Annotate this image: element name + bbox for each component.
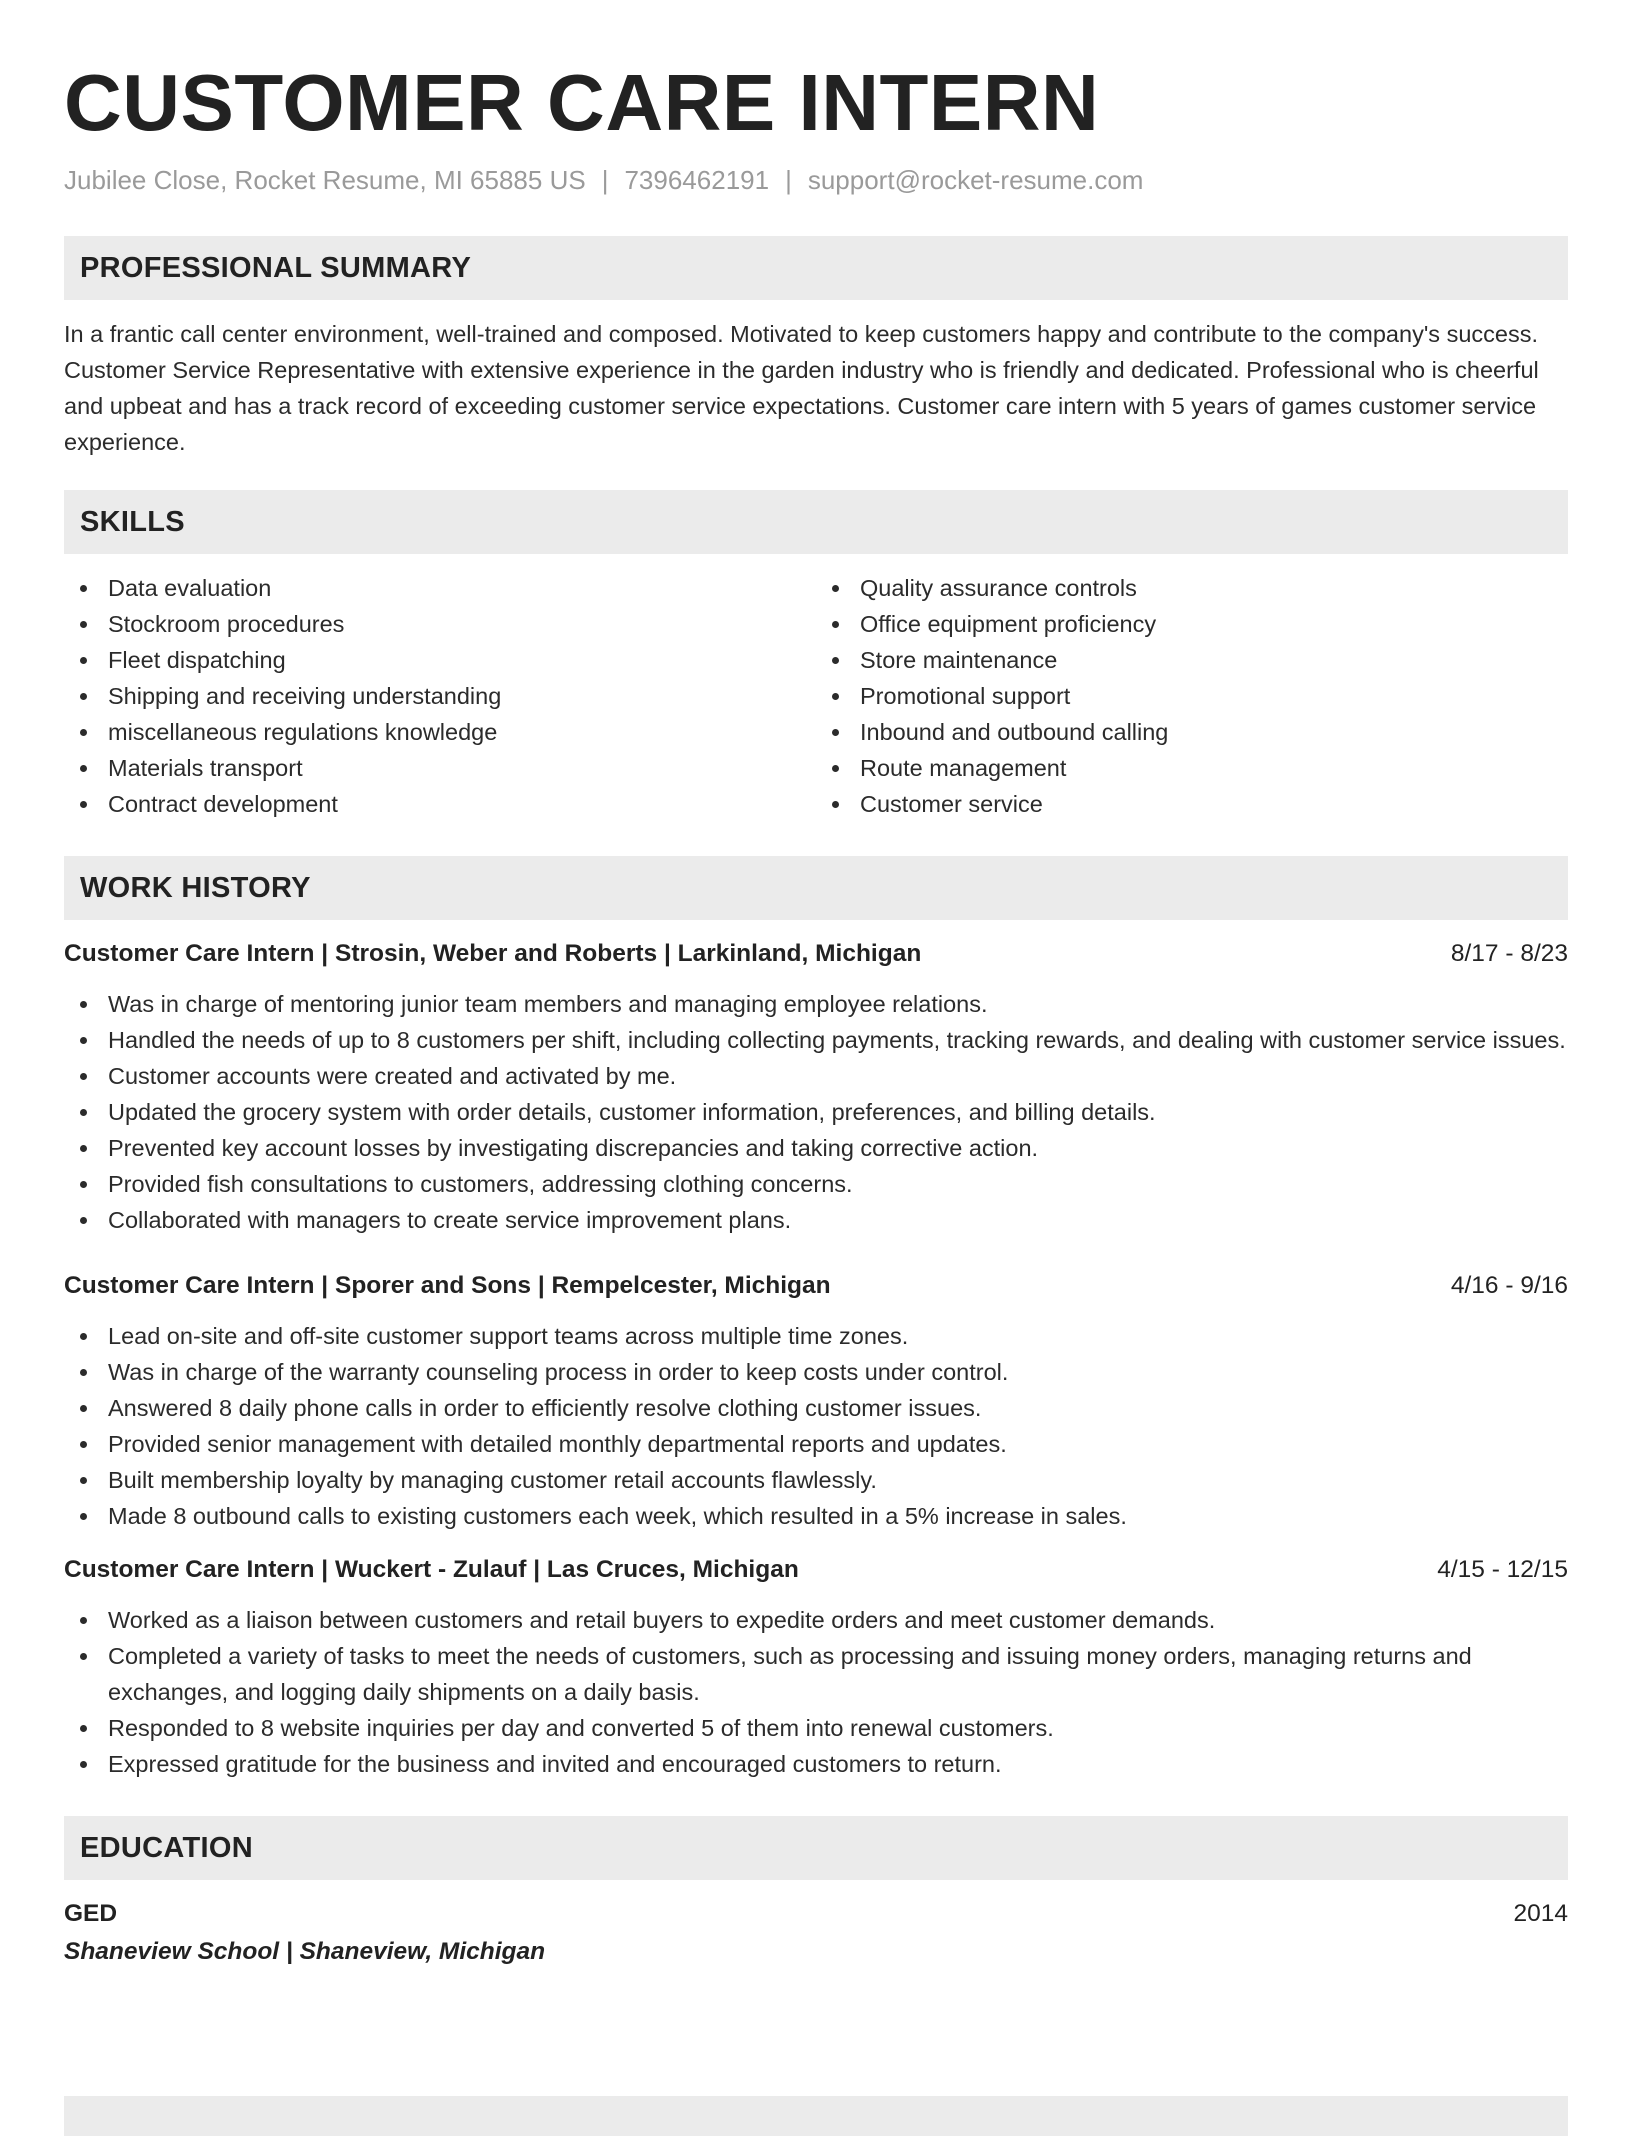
education-heading: EDUCATION (64, 1816, 1568, 1880)
contact-separator: | (601, 165, 609, 195)
job-bullet: Provided fish consultations to customers, addressing clothing concerns. (64, 1166, 1568, 1202)
job-bullet: Answered 8 daily phone calls in order to efficiently resolve clothing customer issues. (64, 1390, 1568, 1426)
job-dates: 8/17 - 8/23 (1450, 940, 1568, 967)
contact-address: Jubilee Close, Rocket Resume, MI 65885 US (64, 165, 586, 195)
job-bullets (64, 986, 1568, 1238)
skill-item: Stockroom procedures (64, 606, 816, 642)
summary-section (64, 236, 1568, 460)
education-section (64, 1816, 1568, 1970)
job-bullet: Expressed gratitude for the business and invited and encouraged customers to return. (64, 1746, 1568, 1782)
skills-heading: SKILLS (64, 490, 1568, 554)
job-bullet: Worked as a liaison between customers and retail buyers to expedite orders and meet customer demands. (64, 1602, 1568, 1638)
education-degree: GED (64, 1900, 118, 1927)
job-dates: 4/15 - 12/15 (1437, 1556, 1568, 1583)
skill-item: Quality assurance controls (816, 570, 1568, 606)
skill-item: Materials transport (64, 750, 816, 786)
job-bullet: Built membership loyalty by managing customer retail accounts flawlessly. (64, 1462, 1568, 1498)
job-bullet: Customer accounts were created and activated by me. (64, 1058, 1568, 1094)
job-header (64, 1268, 1568, 1304)
job-entry (64, 1552, 1568, 1782)
skills-grid (64, 570, 1568, 822)
resume-title: CUSTOMER CARE INTERN (64, 58, 1100, 147)
skill-item: Office equipment proficiency (816, 606, 1568, 642)
contact-line (64, 162, 1568, 198)
job-title: Customer Care Intern | Wuckert - Zulauf | Las Cruces, Michigan (64, 1556, 799, 1583)
summary-heading: PROFESSIONAL SUMMARY (64, 236, 1568, 300)
job-bullet: Collaborated with managers to create service improvement plans. (64, 1202, 1568, 1238)
contact-separator: | (785, 165, 792, 195)
education-school: Shaneview School | Shaneview, Michigan (64, 1938, 546, 1965)
skill-item: Contract development (64, 786, 816, 822)
education-header (64, 1896, 1568, 1932)
job-header (64, 1552, 1568, 1588)
job-bullet: Lead on-site and off-site customer support teams across multiple time zones. (64, 1318, 1568, 1354)
job-bullets (64, 1318, 1568, 1534)
skill-item: Shipping and receiving understanding (64, 678, 816, 714)
job-header (64, 936, 1568, 972)
job-bullet: Prevented key account losses by investigating discrepancies and taking corrective action. (64, 1130, 1568, 1166)
skill-item: miscellaneous regulations knowledge (64, 714, 816, 750)
job-dates: 4/16 - 9/16 (1450, 1272, 1568, 1299)
job-entry (64, 936, 1568, 1238)
contact-phone: 7396462191 (624, 165, 770, 195)
skill-item: Store maintenance (816, 642, 1568, 678)
education-year: 2014 (1513, 1900, 1568, 1927)
skill-item: Customer service (816, 786, 1568, 822)
job-bullet: Updated the grocery system with order details, customer information, preferences, and billing details. (64, 1094, 1568, 1130)
contact-email: support@rocket-resume.com (807, 165, 1144, 195)
job-bullet: Provided senior management with detailed monthly departmental reports and updates. (64, 1426, 1568, 1462)
job-bullet: Responded to 8 website inquiries per day and converted 5 of them into renewal customers. (64, 1710, 1568, 1746)
job-entry (64, 1268, 1568, 1534)
skill-item: Fleet dispatching (64, 642, 816, 678)
job-bullet: Made 8 outbound calls to existing customers each week, which resulted in a 5% increase in sales. (64, 1498, 1568, 1534)
job-title: Customer Care Intern | Sporer and Sons | Rempelcester, Michigan (64, 1272, 831, 1299)
summary-text: In a frantic call center environment, well-trained and composed. Motivated to keep customers happy and contribute to the company's success. Customer Service Representative with extensive experience in the garden industry who is friendly and dedicated. Professional who is cheerful and upbeat and has a track record of exceeding customer service expectations. Customer care intern with 5 years of games customer service experience. (64, 321, 1539, 455)
work-history-section (64, 856, 1568, 1782)
work-history-heading: WORK HISTORY (64, 856, 1568, 920)
skills-list-left (64, 570, 816, 822)
job-title: Customer Care Intern | Strosin, Weber and Roberts | Larkinland, Michigan (64, 940, 922, 967)
skill-item: Inbound and outbound calling (816, 714, 1568, 750)
skill-item: Data evaluation (64, 570, 816, 606)
job-bullets (64, 1602, 1568, 1782)
skills-list-right (816, 570, 1568, 822)
skills-section (64, 490, 1568, 822)
job-bullet: Was in charge of the warranty counseling process in order to keep costs under control. (64, 1354, 1568, 1390)
job-bullet: Handled the needs of up to 8 customers per shift, including collecting payments, tracking rewards, and dealing with customer service issues. (64, 1022, 1568, 1058)
next-section-header-bar (64, 2096, 1568, 2136)
skill-item: Route management (816, 750, 1568, 786)
job-bullet: Completed a variety of tasks to meet the needs of customers, such as processing and issuing money orders, managing returns and exchanges, and logging daily shipments on a daily basis. (64, 1638, 1568, 1710)
job-bullet: Was in charge of mentoring junior team members and managing employee relations. (64, 986, 1568, 1022)
skill-item: Promotional support (816, 678, 1568, 714)
